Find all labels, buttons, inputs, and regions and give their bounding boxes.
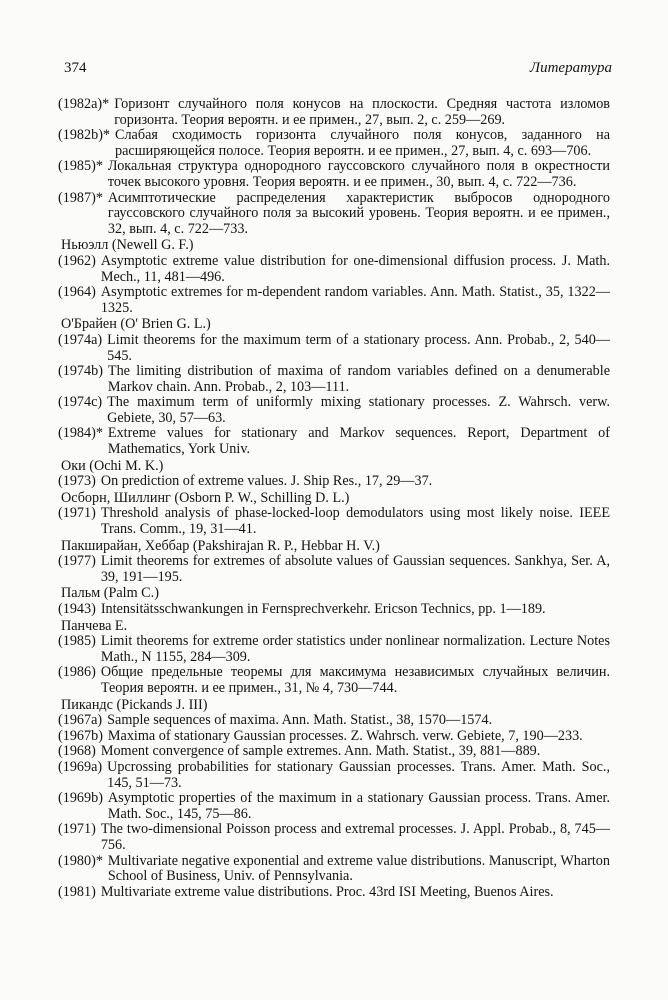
- reference-text: Upcrossing probabilities for stationary Gaussian processes. Trans. Amer. Math. Soc., 145, 51—73.: [107, 758, 610, 791]
- reference-text: Локальная структура однородного гауссовского случайного поля в окрестности точек высокого уровня. Теория вероятн. и ее примен., 30, вып. 4, с. 722—736.: [107, 158, 610, 190]
- reference-list: [58, 97, 610, 900]
- reference-entry: [58, 760, 610, 791]
- reference-year: (1974a): [58, 331, 103, 348]
- reference-entry: [58, 554, 610, 585]
- reference-year: (1981): [58, 883, 96, 900]
- reference-text: Asymptotic extremes for m-dependent random variables. Ann. Math. Statist., 35, 1322—1325.: [100, 284, 610, 316]
- reference-entry: [58, 254, 610, 285]
- reference-year: (1968): [58, 743, 96, 760]
- reference-year: (1985): [58, 633, 96, 650]
- reference-author: О'Брайен (O' Brien G. L.): [61, 316, 211, 333]
- reference-text: On prediction of extreme values. J. Ship Res., 17, 29—37.: [100, 473, 433, 490]
- reference-text: Asymptotic extreme value distribution for one-dimensional diffusion process. J. Math. Mech., 11, 481—496.: [100, 252, 610, 285]
- reference-year: (1974c): [58, 394, 103, 411]
- reference-year: (1982a)*: [58, 96, 110, 112]
- reference-text: Multivariate negative exponential and extreme value distributions. Manuscript, Wharton School of Business, Univ. of Pennsylvania.: [107, 852, 610, 885]
- reference-text: Sample sequences of maxima. Ann. Math. Statist., 38, 1570—1574.: [107, 712, 493, 729]
- reference-entry: [58, 665, 610, 696]
- reference-text: Limit theorems for extremes of absolute values of Gaussian sequences. Sankhya, Ser. A, 39, 191—195.: [100, 553, 610, 585]
- reference-year: (1984)*: [58, 425, 103, 442]
- reference-year: (1971): [58, 821, 96, 838]
- reference-entry: [58, 97, 610, 128]
- reference-author: Пикандс (Pickands J. III): [61, 696, 208, 713]
- reference-year: (1967b): [58, 727, 103, 744]
- reference-text: Limit theorems for the maximum term of a stationary process. Ann. Probab., 2, 540—545.: [107, 331, 610, 364]
- reference-year: (1962): [58, 252, 96, 269]
- reference-year: (1974b): [58, 363, 103, 380]
- reference-text: The maximum term of uniformly mixing stationary processes. Z. Wahrsch. verw. Gebiete, 30, 57—63.: [107, 394, 610, 426]
- reference-entry: [58, 822, 610, 853]
- reference-year: (1980)*: [58, 852, 103, 869]
- reference-text: Слабая сходимость горизонта случайного поля конусов, заданного на расширяющейся полосе. Теория вероятн. и ее примен., 27, вып. 4, с. 693—706.: [115, 127, 610, 159]
- page-number: 374: [64, 60, 87, 76]
- reference-entry: [58, 791, 610, 822]
- running-title: Литература: [529, 60, 612, 76]
- reference-entry: [58, 333, 610, 364]
- reference-year: (1987)*: [58, 189, 103, 206]
- reference-year: (1986): [58, 664, 96, 681]
- reference-text: Limit theorems for extreme order statistics under nonlinear normalization. Lecture Notes Math., N 1155, 284—309.: [100, 633, 610, 665]
- reference-text: The two-dimensional Poisson process and extremal processes. J. Appl. Probab., 8, 745—756.: [100, 821, 610, 853]
- reference-year: (1985)*: [58, 158, 103, 175]
- reference-year: (1967a): [58, 712, 103, 729]
- reference-author: Осборн, Шиллинг (Osborn P. W., Schilling D. L.): [61, 489, 350, 506]
- reference-author: Ньюэлл (Newell G. F.): [61, 237, 194, 254]
- reference-year: (1971): [58, 505, 96, 522]
- reference-entry: [58, 426, 610, 457]
- page-header: [58, 60, 612, 82]
- reference-year: (1969a): [58, 758, 103, 775]
- reference-text: Asymptotic properties of the maximum in a stationary Gaussian process. Trans. Amer. Math. Soc., 145, 75—86.: [107, 790, 610, 822]
- reference-entry: [58, 885, 610, 901]
- reference-author: Пакширайан, Хеббар (Pakshirajan R. P., Hebbar H. V.): [61, 537, 380, 554]
- reference-entry: [58, 602, 610, 618]
- reference-entry: [58, 474, 610, 490]
- reference-text: Extreme values for stationary and Markov sequences. Report, Department of Mathematics, York Univ.: [107, 425, 610, 458]
- reference-entry: [58, 191, 610, 238]
- reference-entry: [58, 854, 610, 885]
- reference-entry: [58, 634, 610, 665]
- reference-author: Оки (Ochi M. K.): [61, 457, 164, 474]
- reference-entry: [58, 729, 610, 745]
- reference-text: Threshold analysis of phase-locked-loop demodulators using most likely noise. IEEE Trans. Comm., 19, 31—41.: [100, 505, 610, 538]
- reference-entry: [58, 506, 610, 537]
- reference-text: Intensitätsschwankungen in Fernsprechverkehr. Ericson Technics, pp. 1—189.: [100, 601, 546, 617]
- reference-text: Maxima of stationary Gaussian processes. Z. Wahrsch. verw. Gebiete, 7, 190—233.: [107, 727, 583, 744]
- reference-text: Горизонт случайного поля конусов на плоскости. Средняя частота изломов горизонта. Теория вероятн. и ее примен., 27, вып. 2, с. 259—269.: [114, 96, 610, 128]
- reference-year: (1969b): [58, 790, 103, 807]
- reference-entry: [58, 364, 610, 395]
- reference-entry: [58, 285, 610, 316]
- reference-text: Multivariate extreme value distributions. Proc. 43rd ISI Meeting, Buenos Aires.: [100, 883, 554, 900]
- reference-text: Общие предельные теоремы для максимума независимых случайных величин. Теория вероятн. и ее примен., 31, № 4, 730—744.: [100, 664, 610, 696]
- reference-author: Панчева Е.: [61, 617, 128, 634]
- reference-entry: [58, 713, 610, 729]
- reference-entry: [58, 395, 610, 426]
- reference-text: Moment convergence of sample extremes. Ann. Math. Statist., 39, 881—889.: [100, 743, 541, 760]
- reference-year: (1973): [58, 473, 96, 490]
- reference-year: (1964): [58, 284, 96, 301]
- reference-year: (1977): [58, 553, 96, 570]
- reference-entry: [58, 128, 610, 159]
- reference-entry: [58, 159, 610, 190]
- reference-text: The limiting distribution of maxima of random variables defined on a denumerable Markov chain. Ann. Probab., 2, 103—111.: [107, 363, 610, 395]
- reference-text: Асимптотические распределения характеристик выбросов однородного гауссовского случайного поля за высокий уровень. Теория вероятн. и ее примен., 32, вып. 4, с. 722—733.: [107, 189, 610, 237]
- reference-author: Пальм (Palm C.): [61, 585, 159, 602]
- reference-entry: [58, 744, 610, 760]
- reference-year: (1943): [58, 601, 96, 617]
- reference-year: (1982b)*: [58, 127, 111, 144]
